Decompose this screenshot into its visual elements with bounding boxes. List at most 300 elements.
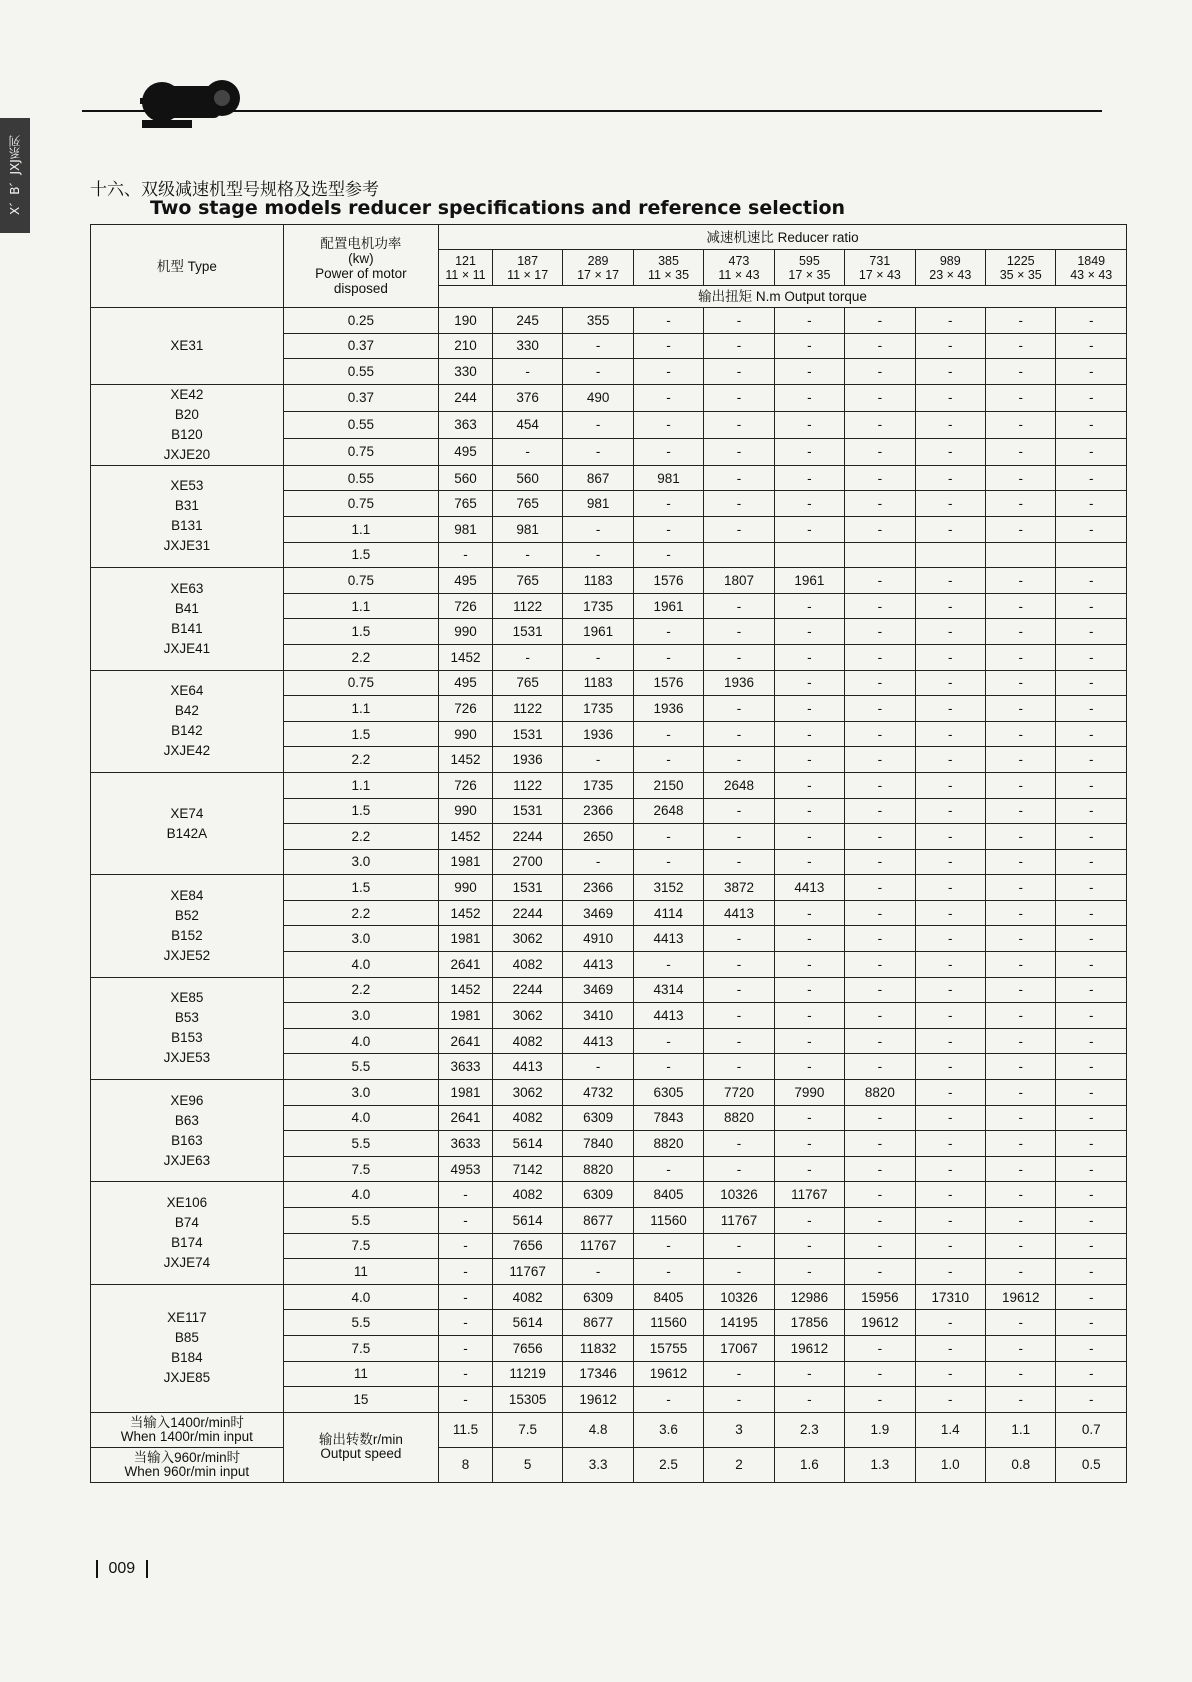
model-type: JXJE52 bbox=[163, 947, 211, 963]
torque-cell: 4413 bbox=[633, 1003, 703, 1029]
model-type: B184 bbox=[171, 1350, 203, 1366]
torque-cell: - bbox=[915, 619, 985, 645]
input-960-cn: 当输入960r/min时 bbox=[133, 1449, 241, 1465]
torque-cell: - bbox=[1056, 619, 1127, 645]
torque-cell: - bbox=[704, 359, 774, 385]
torque-cell: 7142 bbox=[492, 1156, 562, 1182]
table-row bbox=[91, 465, 1127, 491]
torque-cell: - bbox=[845, 1003, 915, 1029]
torque-cell: - bbox=[633, 359, 703, 385]
torque-cell: - bbox=[774, 359, 844, 385]
torque-cell: - bbox=[704, 411, 774, 438]
torque-cell: - bbox=[704, 696, 774, 722]
model-type-cell bbox=[91, 568, 284, 670]
torque-cell: - bbox=[774, 384, 844, 411]
torque-cell: - bbox=[915, 1080, 985, 1106]
torque-cell: 15956 bbox=[845, 1284, 915, 1310]
model-type: XE42 bbox=[170, 386, 204, 402]
torque-cell: - bbox=[1056, 900, 1127, 926]
table-row bbox=[91, 977, 1127, 1003]
torque-cell: - bbox=[563, 438, 633, 465]
torque-cell: - bbox=[633, 1156, 703, 1182]
torque-cell: - bbox=[915, 384, 985, 411]
torque-cell: 330 bbox=[492, 333, 562, 359]
torque-cell: - bbox=[845, 568, 915, 594]
torque-cell: - bbox=[633, 721, 703, 747]
torque-cell: 17346 bbox=[563, 1361, 633, 1387]
ratio-teeth: 35 × 35 bbox=[999, 267, 1042, 282]
torque-cell: - bbox=[563, 849, 633, 875]
table-row bbox=[91, 1182, 1127, 1208]
torque-cell: - bbox=[986, 644, 1056, 670]
model-type: B20 bbox=[174, 406, 199, 422]
torque-cell: 4082 bbox=[492, 1182, 562, 1208]
torque-cell: 5614 bbox=[492, 1310, 562, 1336]
torque-cell: - bbox=[704, 1361, 774, 1387]
motor-power-cell: 2.2 bbox=[283, 900, 438, 926]
model-type-cell bbox=[91, 772, 284, 874]
torque-cell: 990 bbox=[439, 798, 493, 824]
torque-cell: - bbox=[439, 1233, 493, 1259]
torque-cell: - bbox=[986, 491, 1056, 517]
torque-cell: - bbox=[915, 849, 985, 875]
torque-cell: 765 bbox=[439, 491, 493, 517]
input-960-en: When 960r/min input bbox=[124, 1463, 250, 1479]
torque-cell: - bbox=[704, 465, 774, 491]
torque-cell: 10326 bbox=[704, 1284, 774, 1310]
torque-cell: - bbox=[563, 359, 633, 385]
torque-cell: - bbox=[915, 644, 985, 670]
input-1400-label bbox=[91, 1412, 284, 1447]
torque-cell: - bbox=[704, 1003, 774, 1029]
torque-cell: - bbox=[1056, 1284, 1127, 1310]
ratio-teeth: 17 × 43 bbox=[858, 267, 901, 282]
torque-cell: - bbox=[1056, 977, 1127, 1003]
torque-cell: - bbox=[774, 747, 844, 773]
torque-cell: 1936 bbox=[633, 696, 703, 722]
torque-cell: - bbox=[845, 1208, 915, 1234]
table-row bbox=[91, 875, 1127, 901]
torque-cell: - bbox=[774, 798, 844, 824]
torque-cell: 490 bbox=[563, 384, 633, 411]
torque-cell: - bbox=[633, 747, 703, 773]
torque-cell: 19612 bbox=[633, 1361, 703, 1387]
torque-cell: - bbox=[986, 696, 1056, 722]
torque-cell: 4082 bbox=[492, 1105, 562, 1131]
torque-cell: 1531 bbox=[492, 798, 562, 824]
torque-cell: - bbox=[915, 516, 985, 542]
ratio-header-cell bbox=[986, 250, 1056, 286]
torque-cell: - bbox=[774, 1361, 844, 1387]
torque-cell: 765 bbox=[492, 568, 562, 594]
table-row bbox=[91, 1080, 1127, 1106]
torque-cell: - bbox=[439, 1361, 493, 1387]
ratio-value: 121 bbox=[455, 253, 476, 268]
model-type: JXJE85 bbox=[163, 1370, 211, 1386]
torque-cell: 11767 bbox=[492, 1259, 562, 1285]
torque-cell: - bbox=[845, 619, 915, 645]
torque-cell: 1936 bbox=[492, 747, 562, 773]
torque-cell: - bbox=[915, 465, 985, 491]
model-type: JXJE41 bbox=[163, 640, 211, 656]
torque-cell: 11767 bbox=[563, 1233, 633, 1259]
table-row bbox=[91, 384, 1127, 411]
torque-cell: 4082 bbox=[492, 1028, 562, 1054]
motor-power-cell: 0.75 bbox=[283, 491, 438, 517]
model-type: XE31 bbox=[170, 337, 204, 353]
torque-cell: 1452 bbox=[439, 747, 493, 773]
torque-cell: - bbox=[845, 438, 915, 465]
torque-cell: - bbox=[845, 824, 915, 850]
motor-power-cell: 2.2 bbox=[283, 977, 438, 1003]
speed-960-cell: 1.6 bbox=[774, 1447, 844, 1482]
torque-cell: - bbox=[915, 491, 985, 517]
torque-cell: 3633 bbox=[439, 1054, 493, 1080]
torque-cell: - bbox=[986, 1080, 1056, 1106]
torque-cell: 495 bbox=[439, 438, 493, 465]
torque-cell: - bbox=[915, 411, 985, 438]
output-speed-cn: 输出转数r/min bbox=[318, 1432, 403, 1448]
torque-cell: 1961 bbox=[563, 619, 633, 645]
torque-cell: - bbox=[1056, 747, 1127, 773]
model-type: JXJE74 bbox=[163, 1255, 211, 1271]
torque-cell: - bbox=[1056, 1182, 1127, 1208]
torque-cell: - bbox=[845, 1335, 915, 1361]
motor-power-cell: 2.2 bbox=[283, 747, 438, 773]
torque-cell: - bbox=[704, 824, 774, 850]
torque-cell: 1122 bbox=[492, 593, 562, 619]
torque-cell: - bbox=[439, 1208, 493, 1234]
motor-power-cell: 4.0 bbox=[283, 1284, 438, 1310]
torque-cell: 495 bbox=[439, 568, 493, 594]
speed-960-cell: 0.5 bbox=[1056, 1447, 1127, 1482]
torque-cell: 2648 bbox=[633, 798, 703, 824]
model-type: B142A bbox=[166, 825, 208, 841]
torque-cell: - bbox=[845, 875, 915, 901]
page-number-bar-right bbox=[146, 1560, 148, 1578]
torque-cell: - bbox=[1056, 952, 1127, 978]
torque-cell: 765 bbox=[492, 491, 562, 517]
torque-cell: 726 bbox=[439, 772, 493, 798]
torque-cell: - bbox=[704, 619, 774, 645]
torque-cell: - bbox=[774, 1387, 844, 1413]
model-type: B141 bbox=[171, 620, 203, 636]
torque-cell: - bbox=[1056, 849, 1127, 875]
torque-cell: - bbox=[633, 516, 703, 542]
torque-cell: 11832 bbox=[563, 1335, 633, 1361]
torque-cell: - bbox=[845, 900, 915, 926]
torque-cell: - bbox=[915, 721, 985, 747]
torque-cell: - bbox=[774, 670, 844, 696]
torque-cell: 4413 bbox=[563, 1028, 633, 1054]
ratio-header-cell bbox=[915, 250, 985, 286]
torque-cell: - bbox=[774, 516, 844, 542]
ratio-value: 473 bbox=[728, 253, 750, 268]
torque-cell: - bbox=[1056, 1387, 1127, 1413]
ratio-header-cell bbox=[492, 250, 562, 286]
torque-cell: 11219 bbox=[492, 1361, 562, 1387]
torque-cell: - bbox=[704, 1054, 774, 1080]
model-type: XE106 bbox=[166, 1195, 208, 1211]
motor-power-cell: 1.5 bbox=[283, 798, 438, 824]
model-type: XE117 bbox=[167, 1310, 207, 1326]
torque-cell: - bbox=[915, 1003, 985, 1029]
torque-cell: 2366 bbox=[563, 798, 633, 824]
torque-cell: - bbox=[633, 308, 703, 334]
torque-cell: 1531 bbox=[492, 619, 562, 645]
torque-cell: 2244 bbox=[492, 824, 562, 850]
motor-power-cell: 4.0 bbox=[283, 1182, 438, 1208]
ratio-value: 989 bbox=[939, 253, 961, 268]
torque-cell: - bbox=[1056, 1080, 1127, 1106]
torque-cell: - bbox=[845, 849, 915, 875]
torque-cell: 3872 bbox=[704, 875, 774, 901]
torque-cell: - bbox=[704, 516, 774, 542]
torque-cell: - bbox=[986, 1361, 1056, 1387]
torque-cell: 3062 bbox=[492, 1080, 562, 1106]
motor-power-cell: 0.75 bbox=[283, 438, 438, 465]
torque-cell: 6309 bbox=[563, 1105, 633, 1131]
torque-cell: 8677 bbox=[563, 1310, 633, 1336]
torque-cell: 4114 bbox=[633, 900, 703, 926]
model-type: B153 bbox=[171, 1030, 203, 1046]
motor-power-cell: 7.5 bbox=[283, 1156, 438, 1182]
torque-cell: - bbox=[633, 491, 703, 517]
torque-cell: - bbox=[774, 465, 844, 491]
torque-cell: 6309 bbox=[563, 1284, 633, 1310]
torque-cell: - bbox=[774, 1233, 844, 1259]
ratio-teeth: 11 × 43 bbox=[718, 267, 760, 282]
table-footer bbox=[91, 1412, 1127, 1482]
torque-cell: 2648 bbox=[704, 772, 774, 798]
model-type: B53 bbox=[174, 1010, 199, 1026]
motor-power-cell: 1.1 bbox=[283, 696, 438, 722]
torque-cell: - bbox=[704, 1387, 774, 1413]
torque-cell: 17310 bbox=[915, 1284, 985, 1310]
torque-cell: - bbox=[986, 824, 1056, 850]
torque-cell: - bbox=[1056, 568, 1127, 594]
torque-cell: 1735 bbox=[563, 593, 633, 619]
torque-cell: 2244 bbox=[492, 977, 562, 1003]
speed-1400-cell: 0.7 bbox=[1056, 1412, 1127, 1447]
torque-cell: 3633 bbox=[439, 1131, 493, 1157]
torque-cell: - bbox=[986, 798, 1056, 824]
torque-cell: - bbox=[986, 952, 1056, 978]
torque-cell: - bbox=[845, 926, 915, 952]
torque-cell: - bbox=[915, 1208, 985, 1234]
torque-cell: - bbox=[1056, 798, 1127, 824]
torque-cell: - bbox=[845, 721, 915, 747]
ratio-header-cell bbox=[774, 250, 844, 286]
torque-cell: - bbox=[915, 900, 985, 926]
motor-power-cell: 1.5 bbox=[283, 875, 438, 901]
model-type-cell bbox=[91, 465, 284, 567]
torque-cell: - bbox=[915, 1259, 985, 1285]
torque-cell: - bbox=[1056, 875, 1127, 901]
output-speed-label bbox=[283, 1412, 438, 1482]
torque-cell: - bbox=[915, 568, 985, 594]
torque-cell: - bbox=[774, 977, 844, 1003]
torque-cell: - bbox=[915, 593, 985, 619]
torque-cell: - bbox=[915, 333, 985, 359]
torque-cell: - bbox=[774, 1131, 844, 1157]
model-type: XE64 bbox=[170, 683, 204, 699]
speed-960-cell: 2.5 bbox=[633, 1447, 703, 1482]
torque-cell: - bbox=[774, 411, 844, 438]
torque-cell: 2641 bbox=[439, 1105, 493, 1131]
model-type: JXJE31 bbox=[163, 538, 211, 554]
torque-cell: - bbox=[845, 977, 915, 1003]
torque-cell: - bbox=[845, 1131, 915, 1157]
torque-cell: - bbox=[774, 491, 844, 517]
motor-power-cell: 5.5 bbox=[283, 1310, 438, 1336]
torque-cell bbox=[1056, 542, 1127, 568]
table-row bbox=[91, 772, 1127, 798]
motor-power-cell: 0.75 bbox=[283, 568, 438, 594]
torque-cell: - bbox=[704, 308, 774, 334]
speed-1400-cell: 1.9 bbox=[845, 1412, 915, 1447]
model-type: JXJE42 bbox=[163, 743, 211, 759]
input-960-label bbox=[91, 1447, 284, 1482]
torque-cell: 5614 bbox=[492, 1208, 562, 1234]
model-type-cell bbox=[91, 384, 284, 465]
speed-1400-cell: 7.5 bbox=[492, 1412, 562, 1447]
ratio-teeth: 17 × 35 bbox=[788, 267, 831, 282]
torque-cell: - bbox=[845, 1028, 915, 1054]
torque-cell: - bbox=[915, 1028, 985, 1054]
torque-cell: 1807 bbox=[704, 568, 774, 594]
torque-cell: - bbox=[1056, 384, 1127, 411]
torque-cell: 981 bbox=[492, 516, 562, 542]
ratio-teeth: 43 × 43 bbox=[1070, 267, 1113, 282]
torque-cell: 19612 bbox=[563, 1387, 633, 1413]
ratio-value: 595 bbox=[798, 253, 820, 268]
torque-cell: 210 bbox=[439, 333, 493, 359]
torque-cell: 495 bbox=[439, 670, 493, 696]
torque-cell: - bbox=[774, 644, 844, 670]
torque-cell: - bbox=[1056, 1208, 1127, 1234]
torque-cell: - bbox=[633, 542, 703, 568]
model-type-cell bbox=[91, 1284, 284, 1412]
model-type-cell bbox=[91, 308, 284, 385]
torque-cell: - bbox=[774, 1003, 844, 1029]
torque-cell: - bbox=[845, 670, 915, 696]
torque-cell: - bbox=[1056, 1361, 1127, 1387]
torque-cell: 990 bbox=[439, 721, 493, 747]
torque-cell: - bbox=[633, 1028, 703, 1054]
torque-cell: 5614 bbox=[492, 1131, 562, 1157]
torque-cell: - bbox=[915, 1361, 985, 1387]
torque-cell: 190 bbox=[439, 308, 493, 334]
torque-cell: - bbox=[986, 977, 1056, 1003]
torque-cell: - bbox=[774, 1054, 844, 1080]
torque-cell: - bbox=[633, 1233, 703, 1259]
torque-cell: - bbox=[1056, 1131, 1127, 1157]
output-speed-en: Output speed bbox=[320, 1446, 402, 1462]
torque-cell: 1981 bbox=[439, 1003, 493, 1029]
torque-cell: - bbox=[1056, 516, 1127, 542]
page-number bbox=[96, 1560, 148, 1578]
torque-cell: - bbox=[774, 308, 844, 334]
torque-cell: - bbox=[986, 384, 1056, 411]
model-type: XE96 bbox=[170, 1092, 204, 1108]
torque-cell: - bbox=[704, 798, 774, 824]
speed-row-960 bbox=[91, 1447, 1127, 1482]
torque-cell: - bbox=[845, 1233, 915, 1259]
torque-cell: - bbox=[915, 696, 985, 722]
torque-cell: 990 bbox=[439, 619, 493, 645]
torque-cell: - bbox=[704, 1156, 774, 1182]
torque-cell: 15305 bbox=[492, 1387, 562, 1413]
torque-cell: - bbox=[704, 1233, 774, 1259]
model-type: XE85 bbox=[170, 990, 204, 1006]
torque-cell: 867 bbox=[563, 465, 633, 491]
torque-cell: - bbox=[986, 1003, 1056, 1029]
ratio-header-cell bbox=[845, 250, 915, 286]
ratio-value: 385 bbox=[658, 253, 679, 268]
torque-cell: - bbox=[633, 849, 703, 875]
torque-cell: 4082 bbox=[492, 1284, 562, 1310]
torque-cell: - bbox=[845, 1259, 915, 1285]
torque-cell: 1981 bbox=[439, 926, 493, 952]
torque-cell bbox=[915, 542, 985, 568]
torque-cell: 1183 bbox=[563, 568, 633, 594]
torque-cell: - bbox=[1056, 593, 1127, 619]
torque-cell: - bbox=[563, 542, 633, 568]
torque-cell: - bbox=[1056, 1054, 1127, 1080]
torque-cell: 19612 bbox=[845, 1310, 915, 1336]
torque-cell: 355 bbox=[563, 308, 633, 334]
torque-cell: 2700 bbox=[492, 849, 562, 875]
torque-cell: - bbox=[915, 1054, 985, 1080]
torque-cell: - bbox=[986, 359, 1056, 385]
motor-power-cell: 1.1 bbox=[283, 516, 438, 542]
section-title-en: Two stage models reducer specifications and reference selection bbox=[150, 197, 846, 219]
torque-cell: 1936 bbox=[563, 721, 633, 747]
torque-cell: 8405 bbox=[633, 1284, 703, 1310]
torque-cell: - bbox=[774, 1259, 844, 1285]
motor-power-cell: 1.1 bbox=[283, 772, 438, 798]
torque-cell: - bbox=[1056, 772, 1127, 798]
torque-cell: - bbox=[633, 411, 703, 438]
motor-power-cell: 5.5 bbox=[283, 1054, 438, 1080]
model-type: B31 bbox=[174, 498, 199, 514]
motor-power-cell: 3.0 bbox=[283, 926, 438, 952]
model-type: B41 bbox=[174, 600, 199, 616]
ratio-header-cell bbox=[439, 250, 493, 286]
table-row bbox=[91, 1284, 1127, 1310]
torque-cell: - bbox=[986, 619, 1056, 645]
torque-cell: 19612 bbox=[986, 1284, 1056, 1310]
table-header bbox=[91, 225, 1127, 308]
torque-cell: - bbox=[986, 333, 1056, 359]
model-type: JXJE20 bbox=[163, 446, 211, 462]
torque-cell: 4413 bbox=[774, 875, 844, 901]
torque-cell: - bbox=[986, 1335, 1056, 1361]
section-title-cn: 十六、双级减速机型号规格及选型参考 bbox=[90, 180, 379, 200]
ratio-header: 减速机速比 Reducer ratio bbox=[439, 225, 1127, 250]
torque-cell: - bbox=[563, 644, 633, 670]
model-type: B52 bbox=[174, 907, 199, 923]
torque-cell: 1452 bbox=[439, 900, 493, 926]
torque-cell: - bbox=[986, 1156, 1056, 1182]
torque-cell: 3152 bbox=[633, 875, 703, 901]
torque-cell: 10326 bbox=[704, 1182, 774, 1208]
speed-1400-cell: 3 bbox=[704, 1412, 774, 1447]
speed-960-cell: 1.0 bbox=[915, 1447, 985, 1482]
model-type: B63 bbox=[174, 1112, 199, 1128]
model-type: B42 bbox=[174, 703, 199, 719]
